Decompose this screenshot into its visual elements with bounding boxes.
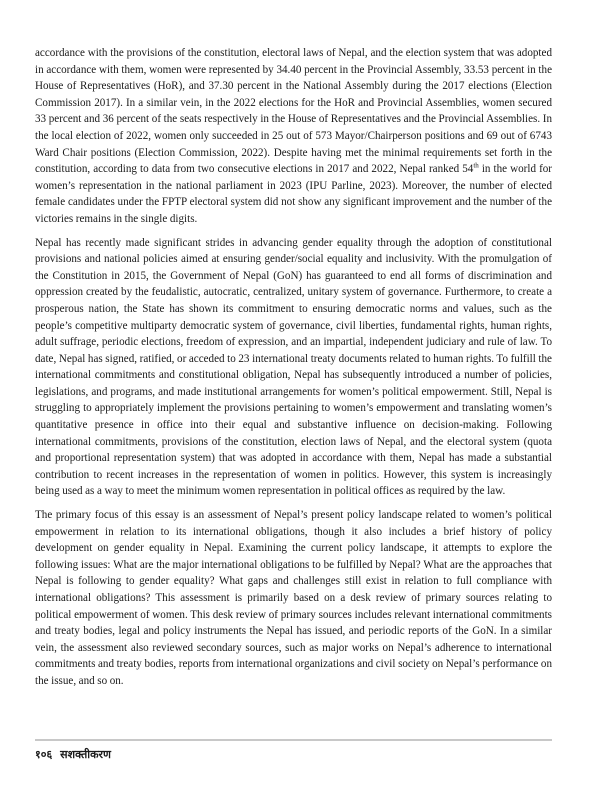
page-number: १०६ — [35, 747, 53, 761]
running-title: सशक्तीकरण — [60, 747, 112, 761]
paragraph-1 — [35, 45, 552, 228]
paragraph-1-text: accordance with the provisions of the constitution, electoral laws of Nepal, and the election system that was adopted in accordance with them, women were represented by 34.40 percent in the Provincial Assembly, 33.53 percent in the House of Representatives (HoR), and 37.30 percent in the National Assembly during the 2017 elections (Election Commission 2017). In a similar vein, in the 2022 elections for the HoR and Provincial Assemblies, women secured 33 percent and 36 percent of the seats respectively in the House of Representatives and the Provincial Assemblies. In the local election of 2022, women only succeeded in 25 out of 573 Mayor/Chairperson positions and 69 out of 6743 Ward Chair positions (Election Commission, 2022). Despite having met the minimal requirements set forth in the constitution, according to data from two consecutive elections in 2017 and 2022, Nepal ranked 54 — [35, 47, 552, 176]
page-footer — [35, 739, 552, 765]
paragraph-1-text-continued: in the world for women’s representation in the national parliament in 2023 (IPU Parline, 2023). Moreover, the number of elected female candidates under the FPTP electoral system did not show any significant improvement and the number of the victories remains in the single digits. — [35, 163, 552, 225]
page-body — [35, 45, 552, 697]
ordinal-suffix: th — [473, 161, 479, 170]
footer-divider — [35, 739, 552, 741]
paragraph-3: The primary focus of this essay is an assessment of Nepal’s present policy landscape related to women’s political empowerment in relation to its international obligations, though it also includes a brief history of policy development on gender equality in Nepal. Examining the current policy landscape, it attempts to explore the following issues: What are the major international obligations to be fulfilled by Nepal? What are the approaches that Nepal is following to gender equality? What gaps and challenges still exist in relation to full compliance with international obligations? This assessment is primarily based on a desk review of primary sources relating to political empowerment of women. This desk review of primary sources includes relevant international commitments and treaty bodies, legal and policy instruments the Nepal has issued, and periodic reports of the GoN. In a similar vein, the assessment also reviewed secondary sources, such as major works on Nepal’s adherence to international commitments and treaty bodies, reports from international organizations and civil society on Nepal’s performance on the issue, and so on. — [35, 509, 552, 687]
paragraph-2: Nepal has recently made significant strides in advancing gender equality through the adoption of constitutional provisions and national policies aimed at ensuring gender/social equality and inclusivity. With the promulgation of the Constitution in 2015, the Government of Nepal (GoN) has guaranteed to end all forms of discrimination and oppression created by the feudalistic, autocratic, centralized, unitary system of governance. Furthermore, to create a prosperous nation, the State has shown its commitment to ensuring democratic norms and values, such as the people’s competitive multiparty democratic system of governance, civil liberties, fundamental rights, human rights, adult suffrage, periodic elections, freedom of expression, and an impartial, independent judiciary and rule of law. To date, Nepal has signed, ratified, or acceded to 23 international treaty documents related to human rights. To fulfill the international commitments and constitutional obligation, Nepal has subsequently introduced a number of policies, legislations, and programs, and made institutional arrangements for women’s political empowerment. Still, Nepal is struggling to appropriately implement the provisions pertaining to women’s empowerment and translating women’s quantitative presence in office into their equal and substantive influence on decision-making. Following international commitments, provisions of the constitution, election laws of Nepal, and the electoral system (quota and proportional representation system) that was adopted in accordance with them, Nepal has made a substantial contribution to recent increases in the representation of women in politics. However, this system is increasingly being used as a way to meet the minimum women representation in political offices as required by the law. — [35, 236, 552, 498]
